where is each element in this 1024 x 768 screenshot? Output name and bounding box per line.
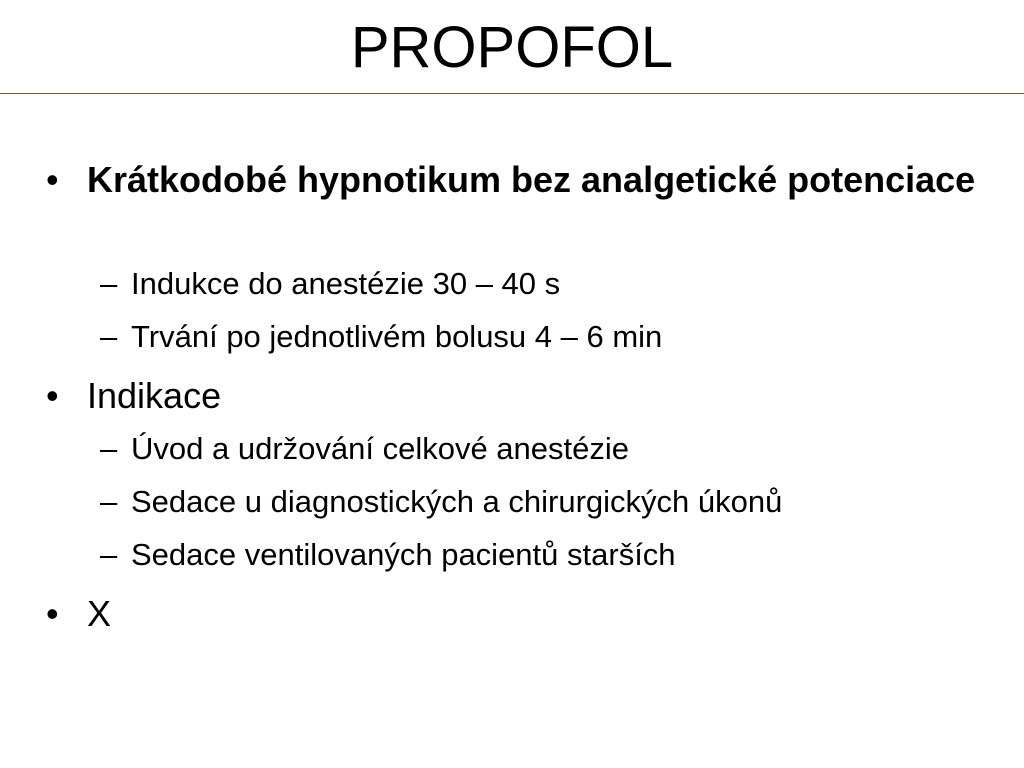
bullet-marker: •	[46, 375, 59, 416]
sub-item-text: Sedace u diagnostických a chirurgických úkonů	[131, 484, 783, 519]
bullet-marker: •	[46, 593, 59, 634]
dash-marker: –	[100, 266, 118, 301]
sub-item-text: Trvání po jednotlivém bolusu 4 – 6 min	[131, 319, 663, 354]
dash-marker: –	[100, 537, 118, 572]
sub-item-text: Indukce do anestézie 30 – 40 s	[131, 266, 561, 301]
sub-item-text: Sedace ventilovaných pacientů starších	[131, 537, 676, 572]
dash-marker: –	[100, 484, 118, 519]
dash-marker: –	[100, 319, 118, 354]
bullet-text: X	[87, 593, 112, 634]
dash-marker: –	[100, 431, 118, 466]
bullet-text: Indikace	[87, 375, 222, 416]
bullet-marker: •	[46, 159, 59, 200]
sub-item-text: Úvod a udržování celkové anestézie	[131, 431, 630, 466]
slide-title: PROPOFOL	[350, 15, 674, 80]
bullet-text: Krátkodobé hypnotikum bez analgetické potenciace	[87, 159, 976, 200]
